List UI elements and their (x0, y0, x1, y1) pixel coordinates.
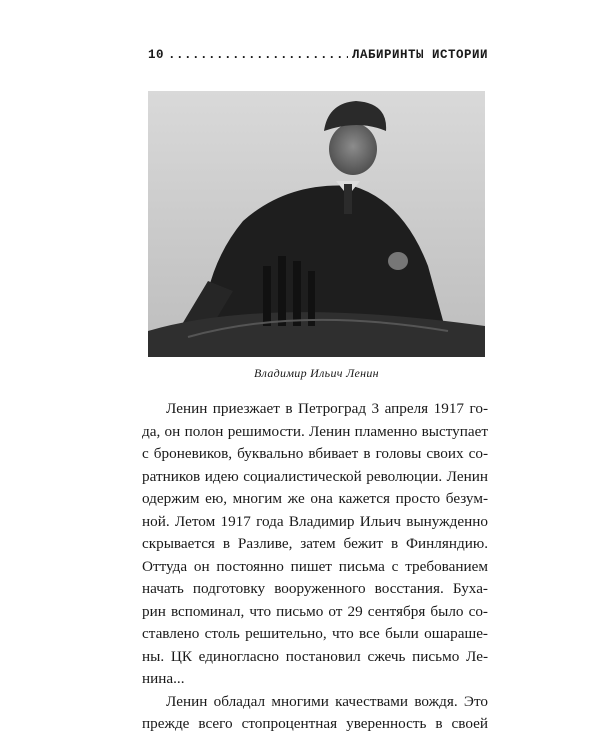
text-line: нина... (142, 670, 185, 687)
text-line: одержим ею, многим же она кажется просто безум- (142, 490, 488, 507)
portrait-photo-icon (148, 91, 485, 357)
body-text (142, 398, 488, 736)
text-line: ны. ЦК единогласно постановил сжечь письмо Ле- (142, 647, 488, 665)
text-line: да, он полон решимости. Ленин пламенно выступает (142, 422, 488, 440)
page-number: 10 (148, 48, 165, 62)
text-line: ной. Летом 1917 года Владимир Ильич вынужденно (142, 512, 488, 530)
dot-leader (168, 48, 348, 62)
photo-caption: Владимир Ильич Ленин (254, 366, 379, 380)
text-line: с броневиков, буквально вбивает в головы своих со- (142, 445, 488, 462)
text-line: ставлено столь решительно, что все были ошараше- (142, 625, 488, 642)
text-line: начать подготовку вооруженного восстания. Буха- (142, 580, 488, 597)
text-line: Оттуда он постоянно пишет письма с требованием (142, 557, 488, 575)
section-title: ЛАБИРИНТЫ ИСТОРИИ (351, 48, 488, 62)
text-line: Ленин обладал многими качествами вождя. Это (166, 692, 488, 710)
text-line: прежде всего стопроцентная уверенность в своей (142, 715, 488, 732)
text-line: скрывается в Разливе, затем бежит в Финляндию. (142, 535, 488, 552)
lenin-photo (148, 91, 485, 357)
text-line: ратников идею социалистической революции. Ленин (142, 467, 488, 485)
text-line: Ленин приезжает в Петроград 3 апреля 1917 го- (166, 400, 488, 417)
text-line: рин вспоминал, что письмо от 29 сентября было со- (142, 602, 488, 620)
running-header (148, 48, 488, 68)
